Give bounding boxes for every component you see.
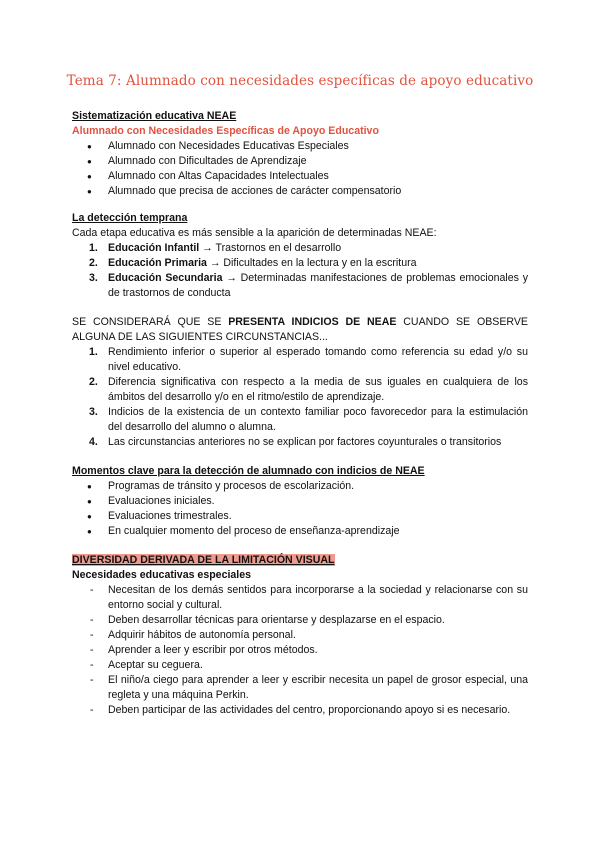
item-bold: Educación Infantil [108,242,200,254]
list-item: - Adquirir hábitos de autonomía personal. [72,628,528,643]
section-heading-visual: DIVERSIDAD DERIVADA DE LA LIMITACIÓN VISUAL [72,554,335,566]
nee-visual-list [72,583,528,718]
item-number: 2. [89,257,98,269]
item-bold: Educación Primaria [108,257,207,269]
list-item [72,405,528,435]
section-heading-neae: Sistematización educativa NEAE [72,110,237,122]
momentos-list [72,479,528,539]
intro-post: CUANDO SE OBSERVE ALGUNA DE LAS SIGUIENTES CIRCUNSTANCIAS... [72,316,528,343]
item-number: 3. [89,272,98,284]
intro-bold: PRESENTA INDICIOS DE NEAE [228,316,397,328]
item-number: 4. [89,436,98,448]
item-text: Diferencia significativa con respecto a la media de sus iguales en cualquiera de los ámbitos del desarrollo y/o en el ritmo/estilo de aprendizaje. [108,376,528,403]
neae-list [72,139,528,199]
list-item [72,345,528,375]
list-item: ● Evaluaciones trimestrales. [72,509,528,524]
list-item: - Aceptar su ceguera. [72,658,528,673]
list-item [72,256,528,271]
list-item: ● Programas de tránsito y procesos de escolarización. [72,479,528,494]
intro-pre: SE CONSIDERARÁ QUE SE [72,316,229,328]
list-item: - Deben desarrollar técnicas para orientarse y desplazarse en el espacio. [72,613,528,628]
item-number: 2. [89,376,98,388]
list-item: ● Alumnado con Necesidades Educativas Especiales [72,139,528,154]
list-item [72,375,528,405]
list-item: ● Alumnado que precisa de acciones de carácter compensatorio [72,184,528,199]
list-item: ● Alumnado con Dificultades de Aprendizaje [72,154,528,169]
item-text: Las circunstancias anteriores no se explican por factores coyunturales o transitorios [108,436,502,448]
item-text: → Trastornos en el desarrollo [199,242,342,254]
item-number: 1. [89,346,98,358]
item-number: 3. [89,406,98,418]
indicios-intro [72,315,528,345]
item-text: → Determinadas manifestaciones de problemas emocionales y de trastornos de conducta [108,272,529,299]
section-heading-momentos: Momentos clave para la detección de alumnado con indicios de NEAE [72,465,425,477]
item-text: Indicios de la existencia de un contexto familiar poco favorecedor para la estimulación del desarrollo del alumno o alumna. [108,406,528,433]
document-body [72,109,528,718]
etapas-list [72,241,528,301]
list-item: - Deben participar de las actividades del centro, proporcionando apoyo si es necesario. [72,703,528,718]
list-item: - Aprender a leer y escribir por otros métodos. [72,643,528,658]
list-item: ● Alumnado con Altas Capacidades Intelectuales [72,169,528,184]
item-bold: Educación Secundaria [108,272,223,284]
page-title: Tema 7: Alumnado con necesidades específicas de apoyo educativo [66,73,534,89]
list-item: ● En cualquier momento del proceso de enseñanza-aprendizaje [72,524,528,539]
section-intro: Cada etapa educativa es más sensible a la aparición de determinadas NEAE: [72,227,437,239]
list-item [72,435,528,450]
list-item [72,271,528,301]
item-number: 1. [89,242,98,254]
list-item: - El niño/a ciego para aprender a leer y escribir necesita un papel de grosor especial, una regleta y una máquina Perkin. [72,673,528,703]
item-text: → Dificultades en la lectura y en la escritura [206,257,417,269]
list-item: ● Evaluaciones iniciales. [72,494,528,509]
list-item: - Necesitan de los demás sentidos para incorporarse a la sociedad y relacionarse con su entorno social y cultural. [72,583,528,613]
section-heading-wrapper [72,553,528,568]
circunstancias-list [72,345,528,450]
item-text: Rendimiento inferior o superior al esperado tomando como referencia su edad y/o su nivel educativo. [108,346,528,373]
section-subheading-neae: Alumnado con Necesidades Específicas de Apoyo Educativo [72,125,379,137]
list-item [72,241,528,256]
section-subheading-nee: Necesidades educativas especiales [72,569,252,581]
section-heading-deteccion: La detección temprana [72,212,188,224]
